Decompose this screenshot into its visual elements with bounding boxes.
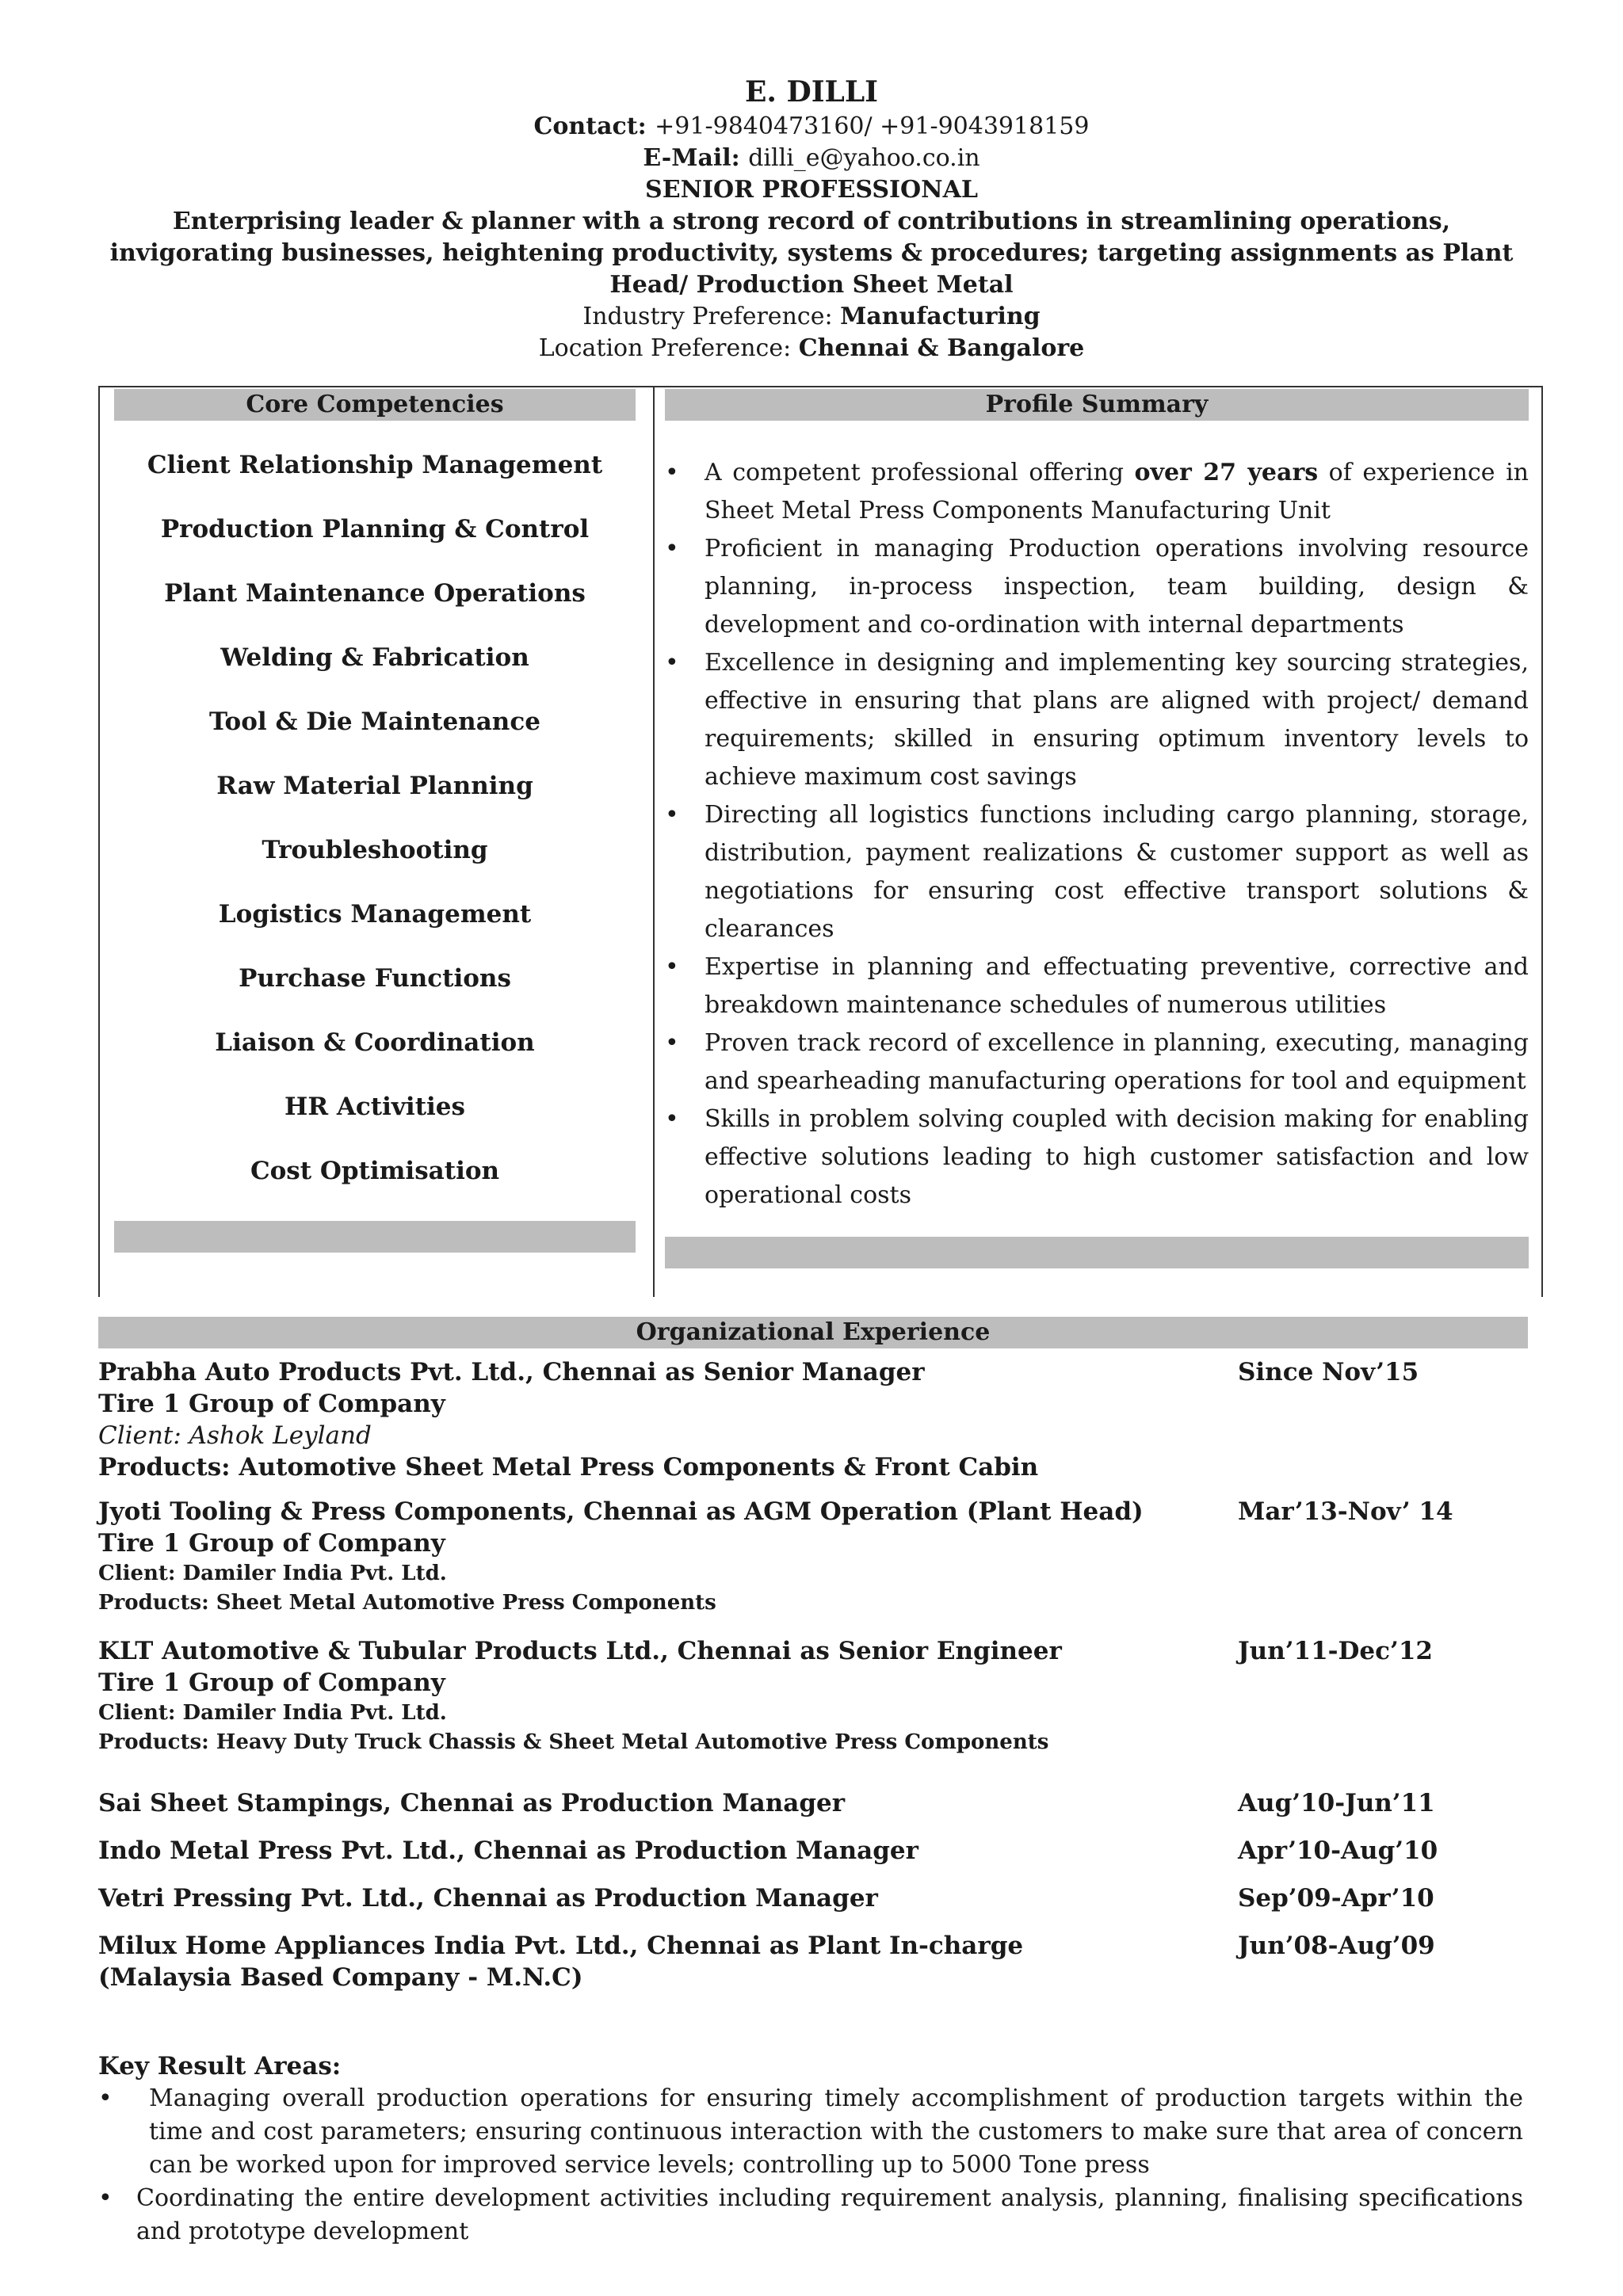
summary-item-text: of experience in Sheet Metal Press Components Manufacturing Unit: [705, 459, 1529, 524]
job-title-row: [98, 1496, 1528, 1527]
summary-item: [665, 454, 1529, 530]
summary-item: • Expertise in planning and effectuating preventive, corrective and breakdown maintenance schedules of numerous utilities: [665, 948, 1529, 1024]
key-result-areas-list: [98, 2082, 1523, 2248]
tagline: Enterprising leader & planner with a strong record of contributions in streamlining operations, invigorating businesses, heightening productivity, systems & procedures; targeting assignments as Plant Head/ Production Sheet Metal: [109, 208, 1514, 299]
summary-item: • Proven track record of excellence in planning, executing, managing and spearheading manufacturing operations for tool and equipment: [665, 1024, 1529, 1100]
job-group: Tire 1 Group of Company: [98, 1390, 445, 1418]
candidate-name: E. DILLI: [744, 75, 879, 109]
role-title: SENIOR PROFESSIONAL: [645, 176, 978, 204]
job-products: Products: Automotive Sheet Metal Press Components & Front Cabin: [98, 1453, 1039, 1482]
job-company: Jyoti Tooling & Press Components, Chennai as AGM Operation (Plant Head): [98, 1497, 1144, 1526]
job-company: Milux Home Appliances India Pvt. Ltd., Chennai as Plant In-charge: [98, 1932, 1024, 1960]
job-date: Jun’11-Dec’12: [1238, 1637, 1433, 1665]
job-date: Mar’13-Nov’ 14: [1238, 1497, 1453, 1526]
job-group: Tire 1 Group of Company: [98, 1669, 445, 1697]
competency-item: Production Planning & Control: [160, 515, 590, 543]
contact-line: [95, 111, 1528, 143]
email-label: E-Mail:: [643, 144, 749, 172]
profile-summary-box: [652, 386, 1543, 1297]
job-entry: [98, 1496, 1528, 1618]
organizational-experience-heading: Organizational Experience: [98, 1317, 1528, 1348]
job-company: Sai Sheet Stampings, Chennai as Production Manager: [98, 1789, 846, 1817]
job-title-row: [98, 1635, 1528, 1667]
competency-item: Purchase Functions: [239, 964, 511, 993]
job-company: Vetri Pressing Pvt. Ltd., Chennai as Production Manager: [98, 1884, 878, 1913]
job-group: (Malaysia Based Company - M.N.C): [98, 1963, 583, 1992]
summary-item: • Skills in problem solving coupled with decision making for enabling effective solutions leading to high customer satisfaction and low operational costs: [665, 1100, 1529, 1215]
competency-item: Tool & Die Maintenance: [209, 707, 540, 736]
job-products: Products: Sheet Metal Automotive Press Components: [98, 1591, 716, 1615]
profile-summary-heading: Profile Summary: [665, 389, 1529, 421]
key-result-areas-heading: Key Result Areas:: [98, 2052, 342, 2081]
competency-item: Liaison & Coordination: [215, 1028, 535, 1057]
email-line: [95, 143, 1528, 174]
contact-value: +91-9840473160/ +91-9043918159: [655, 113, 1090, 140]
core-competencies-footer-bar: [114, 1221, 636, 1253]
kra-item: • Coordinating the entire development activities including requirement analysis, planning, finalising specifications and prototype development: [98, 2182, 1523, 2248]
job-company: Prabha Auto Products Pvt. Ltd., Chennai as Senior Manager: [98, 1358, 925, 1386]
job-title-row: [98, 1930, 1528, 1962]
kra-item: • Managing overall production operations for ensuring timely accomplishment of production targets within the time and cost parameters; ensuring continuous interaction with the customers to make sure that area of concern can be worked upon for improved service levels; controlling up to 5000 Tone press: [98, 2082, 1523, 2182]
location-label: Location Preference:: [538, 334, 799, 362]
job-company: KLT Automotive & Tubular Products Ltd., Chennai as Senior Engineer: [98, 1637, 1062, 1665]
job-products: Products: Heavy Duty Truck Chassis & Sheet Metal Automotive Press Components: [98, 1730, 1049, 1754]
contact-label: Contact:: [533, 113, 655, 140]
industry-label: Industry Preference:: [582, 303, 841, 330]
competency-item: HR Activities: [285, 1093, 465, 1121]
job-date: Jun’08-Aug’09: [1238, 1932, 1435, 1960]
resume-header: [95, 73, 1528, 364]
job-date: Sep’09-Apr’10: [1238, 1884, 1434, 1913]
job-entry: [98, 1787, 1528, 1819]
email-value: dilli_e@yahoo.co.in: [748, 144, 980, 172]
job-company: Indo Metal Press Pvt. Ltd., Chennai as Production Manager: [98, 1836, 918, 1865]
summary-item: • Directing all logistics functions including cargo planning, storage, distribution, payment realizations & customer support as well as negotiations for ensuring cost effective transport solutions & clearances: [665, 796, 1529, 948]
competency-item: Client Relationship Management: [147, 451, 603, 479]
job-client: Client: Ashok Leyland: [98, 1421, 372, 1450]
job-client: Client: Damiler India Pvt. Ltd.: [98, 1701, 447, 1725]
core-competencies-box: [98, 386, 655, 1297]
experience-years: over 27 years: [1134, 459, 1319, 486]
profile-summary-footer-bar: [665, 1237, 1529, 1268]
job-date: Aug’10-Jun’11: [1238, 1789, 1435, 1817]
summary-item: • Excellence in designing and implementing key sourcing strategies, effective in ensuring that plans are aligned with project/ demand requirements; skilled in ensuring optimum inventory levels to achieve maximum cost savings: [665, 644, 1529, 796]
job-entry: [98, 1882, 1528, 1914]
job-entry: [98, 1635, 1528, 1757]
competency-item: Raw Material Planning: [216, 772, 533, 800]
job-title-row: [98, 1835, 1528, 1867]
job-client: Client: Damiler India Pvt. Ltd.: [98, 1562, 447, 1585]
location-preference: [95, 333, 1528, 364]
core-competencies-heading: Core Competencies: [114, 389, 636, 421]
summary-item: • Proficient in managing Production operations involving resource planning, in-process inspection, team building, design & development and co-ordination with internal departments: [665, 530, 1529, 644]
job-entry: [98, 1835, 1528, 1867]
competency-item: Plant Maintenance Operations: [164, 579, 586, 608]
summary-item-text: A competent professional offering: [705, 459, 1135, 486]
competency-item: Troubleshooting: [262, 836, 488, 864]
job-title-row: [98, 1787, 1528, 1819]
job-title-row: [98, 1356, 1528, 1388]
industry-value: Manufacturing: [840, 303, 1041, 330]
job-date: Apr’10-Aug’10: [1238, 1836, 1438, 1865]
job-entry: [98, 1356, 1528, 1483]
competency-item: Welding & Fabrication: [220, 643, 529, 672]
competency-item: Logistics Management: [218, 900, 532, 929]
profile-summary-list: [665, 454, 1529, 1215]
industry-preference: [95, 301, 1528, 333]
job-entry: [98, 1930, 1528, 1993]
location-value: Chennai & Bangalore: [798, 334, 1085, 362]
job-date: Since Nov’15: [1238, 1358, 1419, 1386]
job-title-row: [98, 1882, 1528, 1914]
competency-item: Cost Optimisation: [250, 1157, 500, 1185]
job-group: Tire 1 Group of Company: [98, 1529, 445, 1558]
core-competencies-list: [114, 449, 636, 1219]
